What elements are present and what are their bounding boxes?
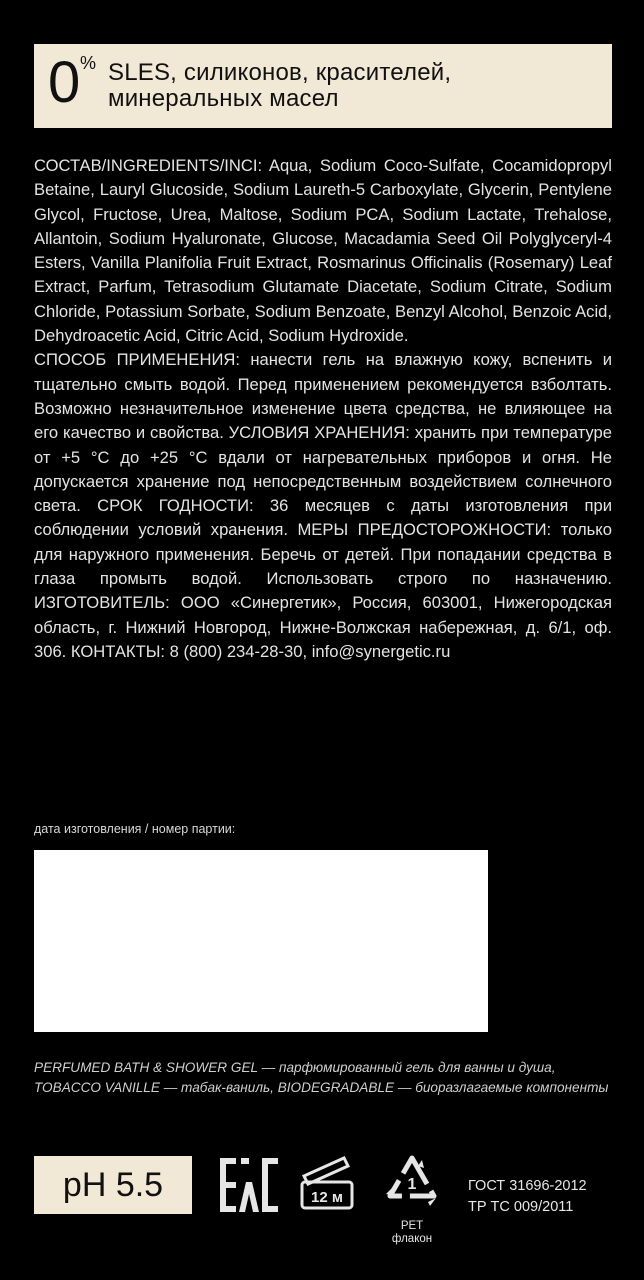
eac-mark-icon — [220, 1158, 278, 1217]
batch-print-area — [34, 850, 488, 1032]
translations-note: PERFUMED BATH & SHOWER GEL — парфюмированный гель для ванны и душа, TOBACCO VANILLE — табак-ваниль, BIODEGRADABLE — биоразлагаемые компоненты — [34, 1060, 609, 1095]
label-text — [34, 154, 612, 664]
pet-sub: флакон — [391, 1233, 433, 1245]
usage-paragraph: СПОСОБ ПРИМЕНЕНИЯ: нанести гель на влажную кожу, вспенить и тщательно смыть водой. Перед применением рекомендуется взболтать. Возможно незначительное изменение цвета средства, не влияющее на его качество и свойства. УСЛОВИЯ ХРАНЕНИЯ: хранить при температуре от +5 °С до +25 °С вдали от нагревательных приборов и огня. Не допускается хранение под непосредственным воздействием солнечного света. СРОК ГОДНОСТИ: 36 месяцев с даты изготовления при соблюдении условий хранения. МЕРЫ ПРЕДОСТОРОЖНОСТИ: только для наружного применения. Беречь от детей. При попадании средства в глаза промыть водой. Использовать строго по назначению. ИЗГОТОВИТЕЛЬ: ООО «Синергетик», Россия, 603001, Нижегородская область, г. Нижний Новгород, Нижне-Волжская набережная, д. 6/1, оф. 306. КОНТАКТЫ: 8 (800) 234-28-30, info@synergetic.ru — [34, 350, 612, 661]
eac-logo — [220, 1158, 278, 1212]
ph-badge: pH 5.5 — [34, 1156, 192, 1214]
zero-figure: 0 — [48, 50, 80, 115]
shelf-life-label: 12 м — [311, 1189, 343, 1206]
percent-sign: % — [80, 53, 97, 73]
gost-code: ГОСТ 31696-2012 — [468, 1178, 587, 1194]
recycle-number: 1 — [407, 1176, 417, 1193]
composition-paragraph: СОСТАВ/INGREDIENTS/INCI: Aqua, Sodium Coco-Sulfate, Cocamidopropyl Betaine, Lauryl Glucoside, Sodium Laureth-5 Carboxylate, Glycerin, Pentylene Glycol, Fructose, Urea, Maltose, Sodium PCA, Sodium Lactate, Trehalose, Allantoin, Sodium Hyaluronate, Glucose, Macadamia Seed Oil Polyglyceryl-4 Esters, Vanilla Planifolia Fruit Extract, Rosmarinus Officinalis (Rosemary) Leaf Extract, Parfum, Tetrasodium Glutamate Diacetate, Sodium Citrate, Sodium Chloride, Potassium Sorbate, Sodium Benzoate, Benzyl Alcohol, Benzoic Acid, Dehydroacetic Acid, Citric Acid, Sodium Hydroxide. — [34, 156, 612, 346]
standards — [468, 1176, 587, 1218]
claim-banner — [34, 44, 612, 128]
pet-label: PET — [400, 1220, 424, 1232]
tr-ts-code: ТР ТС 009/2011 — [468, 1199, 574, 1215]
free-from-claim: SLES, силиконов, красителей, минеральных масел — [108, 59, 452, 112]
recycle-icon — [378, 1152, 446, 1223]
batch-label: дата изготовления / номер партии: — [34, 822, 236, 836]
pet-caption — [380, 1220, 444, 1246]
shelf-life-jar-icon — [296, 1152, 358, 1215]
